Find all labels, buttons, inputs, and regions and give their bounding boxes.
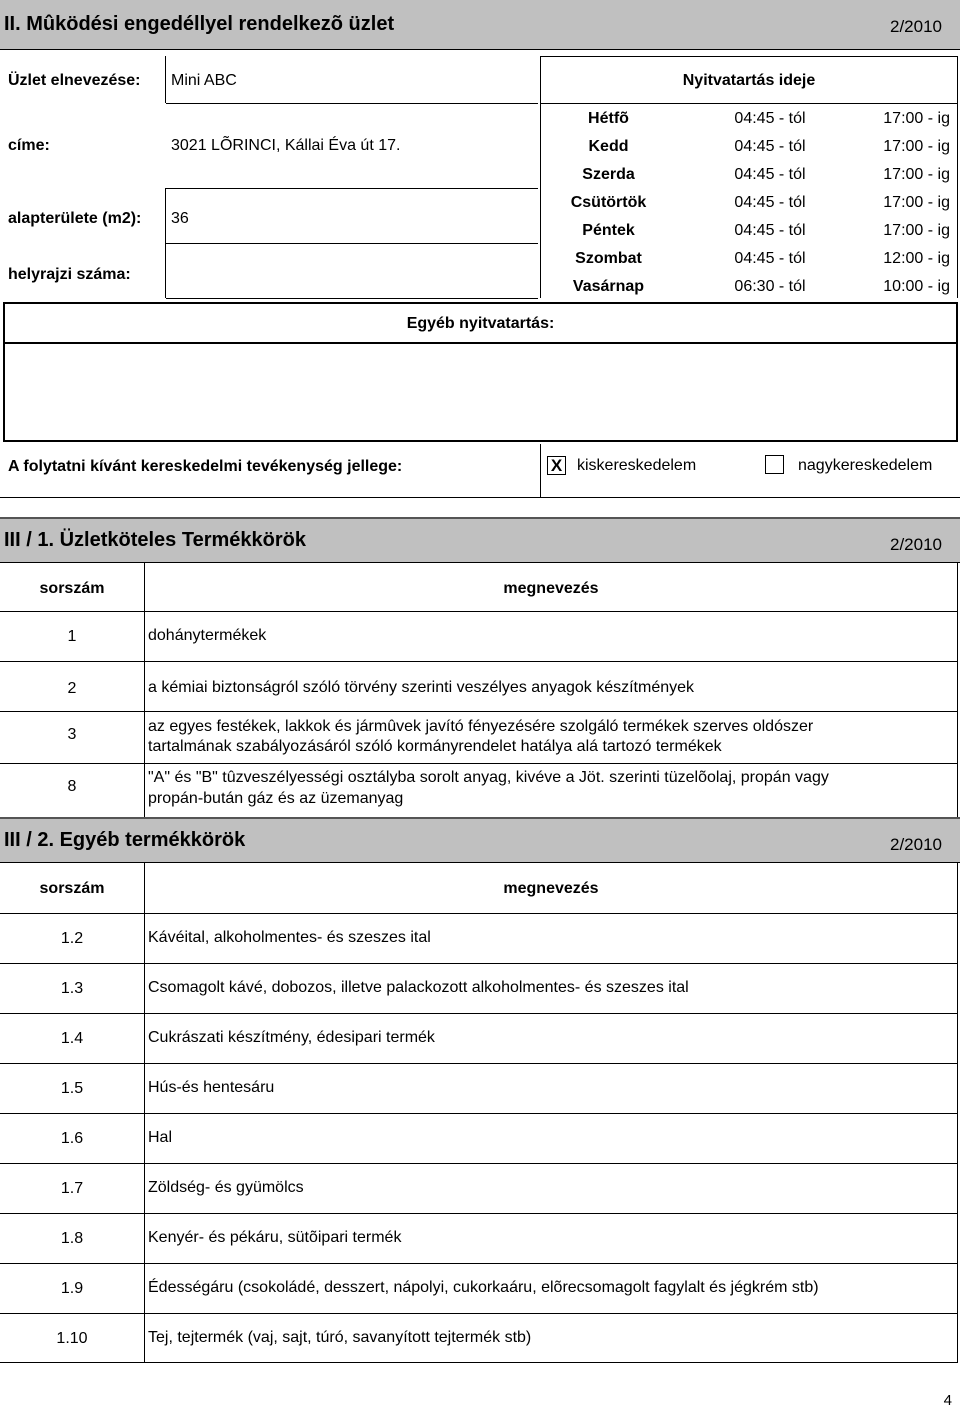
col-header-number: sorszám: [39, 580, 105, 597]
hours-right-border: [957, 56, 958, 298]
row-name-line1: az egyes festékek, lakkok és jármûvek javító fényezésére szolgáló termékek szerves oldószer: [148, 718, 814, 735]
section-iii-2-year: 2/2010: [890, 835, 942, 854]
section-iii-1-title: III / 1. Üzletköteles Termékkörök: [4, 529, 306, 551]
row-divider: [0, 1313, 958, 1314]
to-time: 17:00 - ig: [883, 194, 950, 211]
section-iii-1-header: [0, 517, 960, 563]
row-name: Hal: [148, 1129, 173, 1146]
section-iii-2-title: III / 2. Egyéb termékkörök: [4, 829, 246, 851]
row-divider: [0, 1013, 958, 1014]
day-label: Hétfõ: [588, 110, 629, 127]
row-name: Cukrászati készítmény, édesipari termék: [148, 1029, 435, 1046]
table-bottom-border: [0, 1362, 958, 1363]
section-ii-year: 2/2010: [890, 17, 942, 36]
col-header-name: megnevezés: [503, 580, 599, 597]
row-number: 1.2: [60, 930, 84, 947]
shop-area-underline: [166, 243, 538, 244]
row-name: Édességáru (csokoládé, desszert, nápolyi, cukorkaáru, elõrecsomagolt fagylalt és jégkrém stb): [148, 1279, 819, 1296]
row-number: 1.8: [60, 1230, 84, 1247]
day-label: Vasárnap: [572, 278, 645, 295]
row-divider: [0, 1163, 958, 1164]
row-name-line2: tartalmának szabályozásáról szóló kormányrendelet hatálya alá tartozó termékek: [148, 738, 722, 755]
shop-name-value: Mini ABC: [171, 72, 237, 89]
day-label: Szerda: [582, 166, 635, 183]
shop-area-value: 36: [171, 210, 189, 227]
from-time: 04:45 - tól: [734, 194, 806, 211]
section-ii-title: II. Mûködési engedéllyel rendelkezõ üzlet: [4, 13, 395, 35]
hours-top-border: [540, 56, 958, 57]
row-number: 2: [67, 680, 77, 697]
row-name: Hús-és hentesáru: [148, 1079, 275, 1096]
header-underline: [0, 611, 958, 612]
wholesale-checkbox[interactable]: [765, 455, 784, 474]
from-time: 04:45 - tól: [734, 166, 806, 183]
shop-name-underline: [166, 103, 538, 104]
day-label: Csütörtök: [570, 194, 647, 211]
wholesale-label: nagykereskedelem: [798, 457, 933, 474]
activity-row-divider: [540, 444, 541, 497]
table-col-divider: [144, 563, 145, 817]
row-name-line1: "A" és "B" tûzveszélyességi osztályba sorolt anyag, kivéve a Jöt. szerinti tüzelõolaj, propán vagy: [148, 769, 829, 786]
shop-name-label: Üzlet elnevezése:: [8, 72, 141, 89]
retail-label: kiskereskedelem: [577, 457, 697, 474]
section-iii-1-year: 2/2010: [890, 535, 942, 554]
row-divider: [0, 661, 958, 662]
row-divider: [0, 763, 958, 764]
day-label: Péntek: [582, 222, 635, 239]
other-hours-label: Egyéb nyitvatartás:: [406, 315, 555, 332]
to-time: 17:00 - ig: [883, 110, 950, 127]
row-number: 1: [67, 628, 77, 645]
other-hours-box: [3, 302, 958, 442]
from-time: 04:45 - tól: [734, 250, 806, 267]
row-number: 1.9: [60, 1280, 84, 1297]
hours-title-underline: [540, 103, 958, 104]
row-number: 1.3: [60, 980, 84, 997]
row-name: dohánytermékek: [148, 627, 267, 644]
row-divider: [0, 963, 958, 964]
from-time: 04:45 - tól: [734, 222, 806, 239]
other-hours-text-area[interactable]: [5, 344, 956, 440]
row-number: 8: [67, 778, 77, 795]
to-time: 12:00 - ig: [883, 250, 950, 267]
row-number: 1.5: [60, 1080, 84, 1097]
day-label: Szombat: [575, 250, 642, 267]
row-name-line2: propán-bután gáz és az üzemanyag: [148, 790, 404, 807]
row-divider: [0, 1213, 958, 1214]
shop-lot-underline: [166, 298, 538, 299]
retail-checkbox[interactable]: X: [547, 456, 566, 475]
from-time: 04:45 - tól: [734, 110, 806, 127]
to-time: 17:00 - ig: [883, 166, 950, 183]
row-name: Csomagolt kávé, dobozos, illetve palackozott alkoholmentes- és szeszes ital: [148, 979, 689, 996]
to-time: 10:00 - ig: [883, 278, 950, 295]
section-iii-2-header: [0, 817, 960, 863]
page-number: 4: [943, 1392, 952, 1409]
row-number: 1.6: [60, 1130, 84, 1147]
row-number: 3: [67, 726, 77, 743]
row-name: Tej, tejtermék (vaj, sajt, túró, savanyított tejtermék stb): [148, 1329, 532, 1346]
col-header-name: megnevezés: [503, 880, 599, 897]
hours-title: Nyitvatartás ideje: [682, 72, 816, 89]
section-ii-header: [0, 0, 960, 50]
row-divider: [0, 1063, 958, 1064]
activity-label: A folytatni kívánt kereskedelmi tevékenység jellege:: [8, 458, 403, 475]
col-header-number: sorszám: [39, 880, 105, 897]
to-time: 17:00 - ig: [883, 222, 950, 239]
from-time: 06:30 - tól: [734, 278, 806, 295]
shop-lot-label: helyrajzi száma:: [8, 266, 131, 283]
row-divider: [0, 1113, 958, 1114]
shop-area-topline: [166, 188, 538, 189]
header-underline: [0, 913, 958, 914]
shop-value-divider: [165, 56, 166, 103]
from-time: 04:45 - tól: [734, 138, 806, 155]
row-name: Kávéital, alkoholmentes- és szeszes ital: [148, 929, 431, 946]
shop-address-value: 3021 LÕRINCI, Kállai Éva út 17.: [171, 137, 401, 154]
row-name: Kenyér- és pékáru, sütõipari termék: [148, 1229, 402, 1246]
table-right-border: [957, 563, 958, 817]
day-label: Kedd: [588, 138, 629, 155]
shop-address-label: címe:: [8, 137, 50, 154]
row-number: 1.4: [60, 1030, 84, 1047]
row-name: a kémiai biztonságról szóló törvény szerinti veszélyes anyagok készítmények: [148, 679, 695, 696]
activity-row-bottom: [0, 497, 960, 498]
shop-value-divider-2: [165, 188, 166, 298]
row-divider: [0, 1263, 958, 1264]
row-number: 1.7: [60, 1180, 84, 1197]
shop-area-label: alapterülete (m2):: [8, 210, 142, 227]
to-time: 17:00 - ig: [883, 138, 950, 155]
row-name: Zöldség- és gyümölcs: [148, 1179, 304, 1196]
row-number: 1.10: [56, 1330, 88, 1347]
row-divider: [0, 711, 958, 712]
